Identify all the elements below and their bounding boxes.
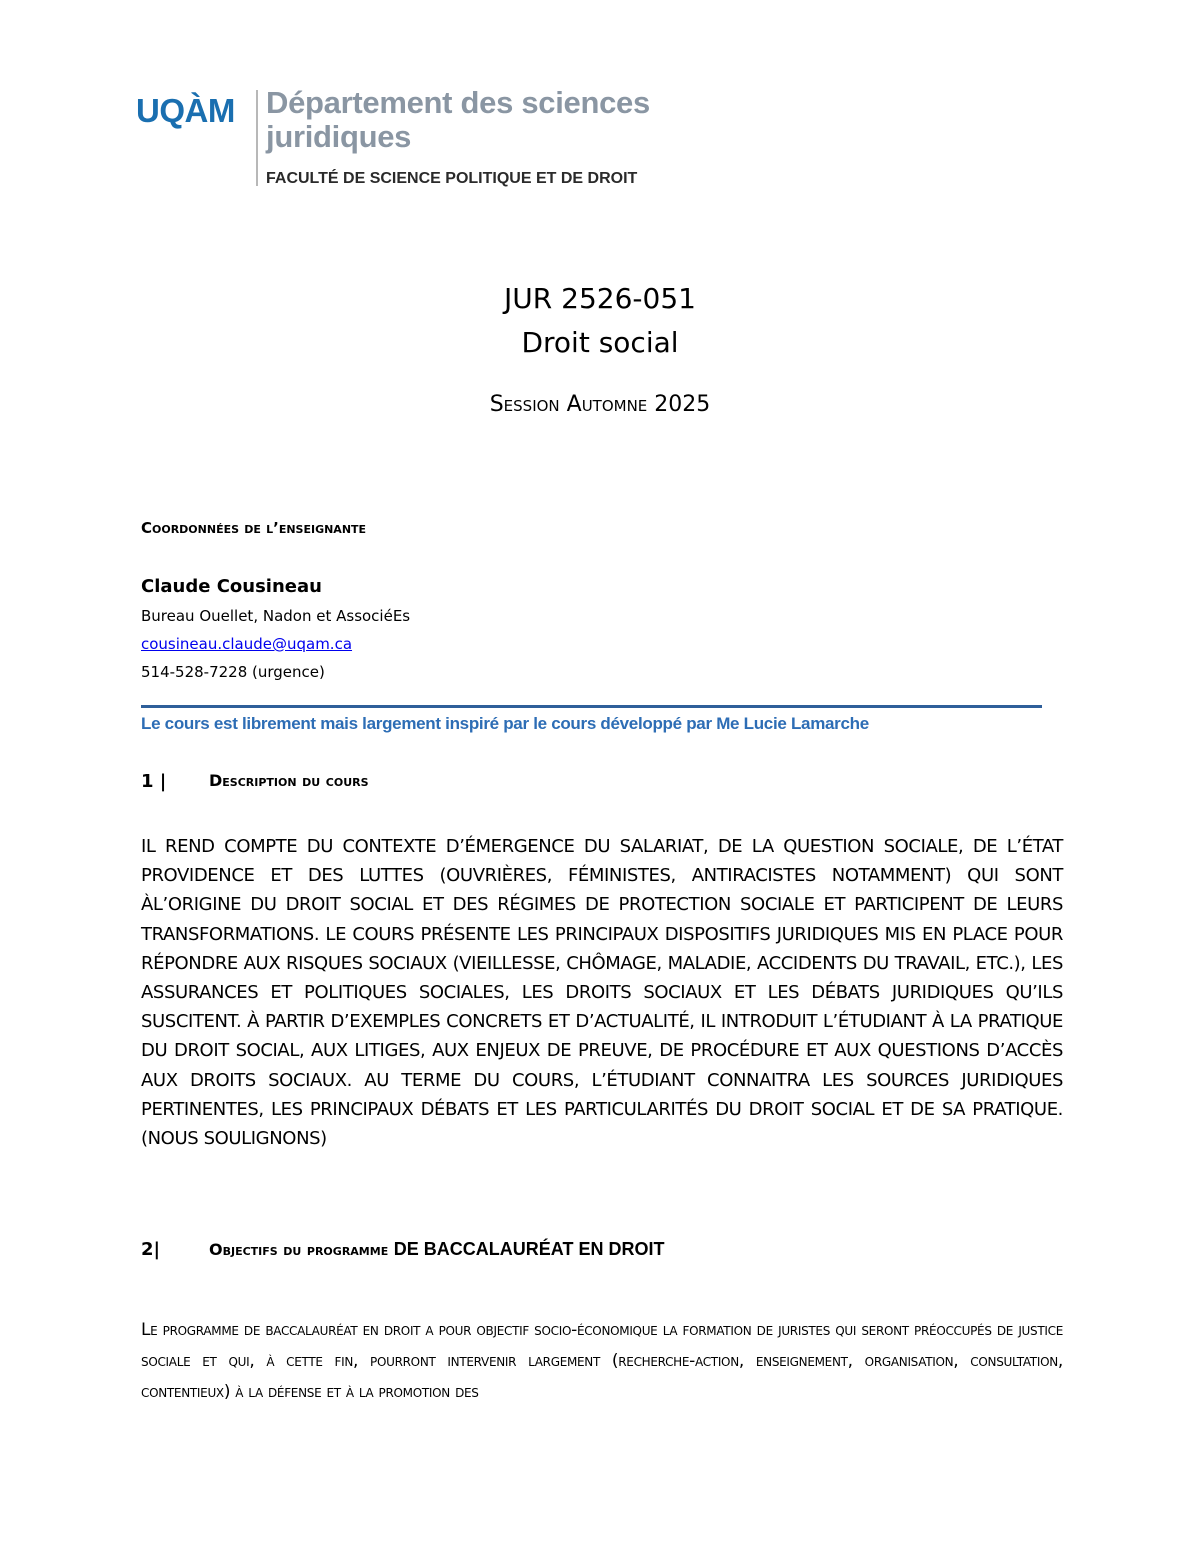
section-2-title-main: Objectifs du programme xyxy=(209,1240,389,1259)
teacher-name: Claude Cousineau xyxy=(141,576,322,597)
section-1-body: IL REND COMPTE DU CONTEXTE D’ÉMERGENCE DU SALARIAT, DE LA QUESTION SOCIALE, DE L’ÉTAT PROVIDENCE ET DES LUTTES (OUVRIÈRES, FÉMINISTES, ANTIRACISTES NOTAMMENT) QUI SONT ÀL’ORIGINE DU DROIT SOCIAL ET DES RÉGIMES DE PROTECTION SOCIALE ET PARTICIPENT DE LEURS TRANSFORMATIONS. LE COURS PRÉSENTE LES PRINCIPAUX DISPOSITIFS JURIDIQUES MIS EN PLACE POUR RÉPONDRE AUX RISQUES SOCIAUX (VIEILLESSE, CHÔMAGE, MALADIE, ACCIDENTS DU TRAVAIL, ETC.), LES ASSURANCES ET POLITIQUES SOCIALES, LES DROITS SOCIAUX ET LES DÉBATS JURIDIQUES QU’ILS SUSCITENT. À PARTIR D’EXEMPLES CONCRETS ET D’ACTUALITÉ, IL INTRODUIT L’ÉTUDIANT À LA PRATIQUE DU DROIT SOCIAL, AUX LITIGES, AUX ENJEUX DE PREUVE, DE PROCÉDURE ET AUX QUESTIONS D’ACCÈS AUX DROITS SOCIAUX. AU TERME DU COURS, L’ÉTUDIANT CONNAITRA LES SOURCES JURIDIQUES PERTINENTES, LES PRINCIPAUX DÉBATS ET LES PARTICULARITÉS DU DROIT SOCIAL ET DE SA PRATIQUE. (NOUS SOULIGNONS) xyxy=(141,836,1063,1150)
credit-line: Le cours est librement mais largement inspiré par le cours développé par Me Lucie Lamarche xyxy=(141,714,869,733)
section-2-number: 2| xyxy=(141,1239,161,1260)
horizontal-rule xyxy=(141,705,1042,708)
teacher-office: Bureau Ouellet, Nadon et AssociéEs xyxy=(141,607,411,625)
section-1-number: 1 | xyxy=(141,771,167,792)
logo-separator xyxy=(256,90,258,186)
section-2-title-tail: DE BACCALAURÉAT EN DROIT xyxy=(393,1239,665,1259)
teacher-phone: 514-528-7228 (urgence) xyxy=(141,663,325,681)
course-name: Droit social xyxy=(521,326,679,359)
logo-faculty-name: FACULTÉ DE SCIENCE POLITIQUE ET DE DROIT xyxy=(266,170,638,187)
teacher-email-link[interactable]: cousineau.claude@uqam.ca xyxy=(141,635,353,653)
contact-heading: Coordonnées de l’enseignante xyxy=(141,519,367,537)
session-label: Session Automne 2025 xyxy=(489,392,711,417)
section-1-title: Description du cours xyxy=(209,771,369,790)
logo-department-name: Département des sciences juridiques xyxy=(266,85,650,154)
section-2-title xyxy=(209,1239,664,1260)
section-2-body: Le programme de baccalauréat en droit a pour objectif socio-économique la formation de juristes qui seront préoccupés de justice sociale et qui, à cette fin, pourront intervenir largement (recherche-action, enseignement, organisation, consultation, contentieux) à la défense et à la promotion des xyxy=(141,1320,1063,1402)
logo-uqam-wordmark: UQÀM xyxy=(136,92,235,129)
course-code: JUR 2526-051 xyxy=(504,282,696,315)
